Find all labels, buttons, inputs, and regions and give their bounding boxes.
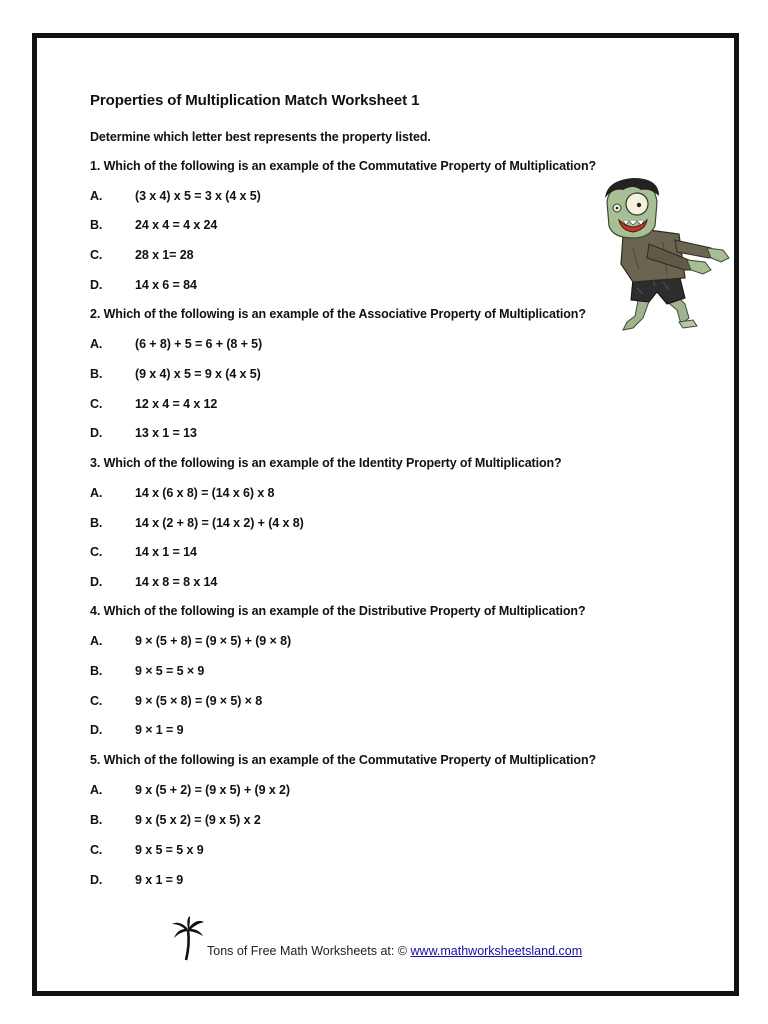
question-2-option-c-text: 12 x 4 = 4 x 12	[135, 397, 218, 411]
worksheet-title: Properties of Multiplication Match Worksheet 1	[90, 92, 420, 109]
question-4-option-c-letter: C.	[90, 694, 103, 708]
question-4-option-a-letter: A.	[90, 634, 103, 648]
question-1-option-d-letter: D.	[90, 278, 103, 292]
question-4-option-c-text: 9 × (5 × 8) = (9 × 5) × 8	[135, 694, 263, 708]
footer-text: Tons of Free Math Worksheets at: ©	[207, 944, 411, 958]
question-5-option-c-text: 9 x 5 = 5 x 9	[135, 843, 204, 857]
question-2-option-c-letter: C.	[90, 397, 103, 411]
palm-tree-icon	[170, 916, 206, 962]
question-3-option-b-text: 14 x (2 + 8) = (14 x 2) + (4 x 8)	[135, 516, 304, 530]
question-1-option-d-text: 14 x 6 = 84	[135, 278, 197, 292]
question-5-option-a-text: 9 x (5 + 2) = (9 x 5) + (9 x 2)	[135, 783, 290, 797]
question-5-option-c-letter: C.	[90, 843, 103, 857]
question-3-prompt: 3. Which of the following is an example of the Identity Property of Multiplication?	[90, 456, 562, 470]
question-3-option-d-text: 14 x 8 = 8 x 14	[135, 575, 218, 589]
question-3-option-a-text: 14 x (6 x 8) = (14 x 6) x 8	[135, 486, 275, 500]
question-4-option-d-letter: D.	[90, 723, 103, 737]
question-4-option-a-text: 9 × (5 + 8) = (9 × 5) + (9 × 8)	[135, 634, 292, 648]
question-1-option-c-text: 28 x 1= 28	[135, 248, 194, 262]
footer	[170, 916, 610, 966]
question-2-option-d-letter: D.	[90, 426, 103, 440]
question-3-option-a-letter: A.	[90, 486, 103, 500]
question-2-option-d-text: 13 x 1 = 13	[135, 426, 197, 440]
question-1-prompt: 1. Which of the following is an example of the Commutative Property of Multiplication?	[90, 159, 597, 173]
instructions: Determine which letter best represents the property listed.	[90, 130, 431, 144]
question-1-option-c-letter: C.	[90, 248, 103, 262]
question-3-option-d-letter: D.	[90, 575, 103, 589]
question-1-option-b-text: 24 x 4 = 4 x 24	[135, 218, 218, 232]
question-5-option-d-text: 9 x 1 = 9	[135, 873, 184, 887]
question-5-option-b-text: 9 x (5 x 2) = (9 x 5) x 2	[135, 813, 261, 827]
footer-credit	[207, 944, 582, 958]
question-2-option-b-text: (9 x 4) x 5 = 9 x (4 x 5)	[135, 367, 261, 381]
question-5-option-b-letter: B.	[90, 813, 103, 827]
question-5-prompt: 5. Which of the following is an example of the Commutative Property of Multiplication?	[90, 753, 597, 767]
question-2-option-a-text: (6 + 8) + 5 = 6 + (8 + 5)	[135, 337, 263, 351]
question-1-option-a-letter: A.	[90, 189, 103, 203]
zombie-illustration	[593, 178, 731, 338]
question-5-option-a-letter: A.	[90, 783, 103, 797]
question-3-option-b-letter: B.	[90, 516, 103, 530]
question-2-option-a-letter: A.	[90, 337, 103, 351]
question-1-option-a-text: (3 x 4) x 5 = 3 x (4 x 5)	[135, 189, 261, 203]
question-4-option-b-text: 9 × 5 = 5 × 9	[135, 664, 205, 678]
question-1-option-b-letter: B.	[90, 218, 103, 232]
question-4-option-d-text: 9 × 1 = 9	[135, 723, 184, 737]
question-2-option-b-letter: B.	[90, 367, 103, 381]
question-3-option-c-letter: C.	[90, 545, 103, 559]
footer-link[interactable]: www.mathworksheetsland.com	[410, 944, 583, 958]
question-3-option-c-text: 14 x 1 = 14	[135, 545, 197, 559]
question-2-prompt: 2. Which of the following is an example of the Associative Property of Multiplication?	[90, 307, 586, 321]
question-5-option-d-letter: D.	[90, 873, 103, 887]
question-4-prompt: 4. Which of the following is an example of the Distributive Property of Multiplication?	[90, 604, 586, 618]
question-4-option-b-letter: B.	[90, 664, 103, 678]
